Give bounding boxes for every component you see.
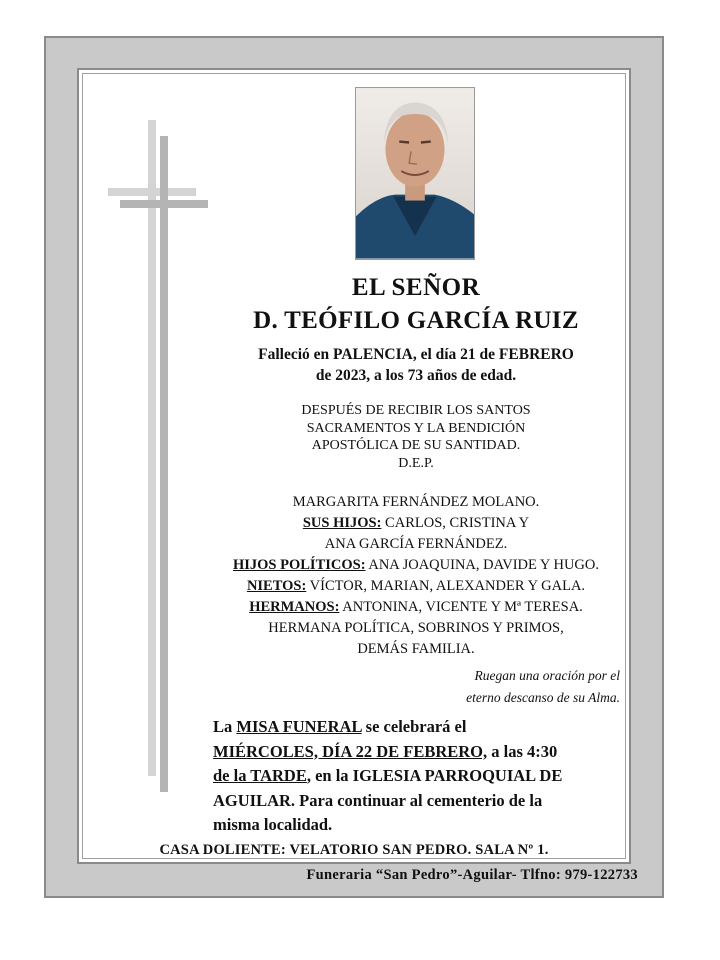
rites-line-2: SACRAMENTOS Y LA BENDICIÓN	[306, 420, 526, 436]
siblings-text: ANTONINA, VICENTE Y Mª TERESA.	[339, 599, 583, 615]
mass-date: MIÉRCOLES, DÍA 22 DE FEBRERO,	[213, 741, 488, 761]
death-line-2: de 2023, a los 73 años de edad.	[315, 367, 517, 384]
mass-time: a las 4:30	[487, 741, 558, 761]
siblings-label: HERMANOS:	[249, 599, 340, 615]
heading-title: EL SEÑOR	[351, 274, 481, 301]
mass-line-4: AGUILAR. Para continuar al cementerio de la	[213, 790, 543, 810]
mass-line-5: misma localidad.	[213, 815, 333, 834]
siblings-line	[198, 597, 634, 618]
family-list	[198, 492, 634, 660]
rites-line-1: DESPUÉS DE RECIBIR LOS SANTOS	[301, 403, 531, 418]
spouse-line: MARGARITA FERNÁNDEZ MOLANO.	[292, 494, 540, 510]
funeral-service-contact: Funeraria “San Pedro”-Aguilar- Tlfno: 979-122733	[306, 867, 638, 883]
funeral-mass-notice	[213, 715, 613, 838]
rites-block	[200, 402, 632, 472]
mass-place: , en la IGLESIA PARROQUIAL DE	[306, 766, 563, 785]
inlaws-text: ANA JOAQUINA, DAVIDE Y HUGO.	[365, 557, 600, 573]
deceased-name: D. TEÓFILO GARCÍA RUIZ	[253, 307, 579, 334]
grandchildren-label: NIETOS:	[246, 578, 307, 594]
mass-text: La	[213, 717, 237, 736]
children-line-2: ANA GARCÍA FERNÁNDEZ.	[324, 536, 508, 552]
grandchildren-line	[198, 576, 634, 597]
death-line-1: Falleció en PALENCIA, el día 21 de FEBRERO	[258, 346, 574, 363]
death-notice	[200, 344, 632, 386]
children-label: SUS HIJOS:	[302, 515, 382, 531]
children-line	[198, 513, 634, 534]
prayer-line-2: eterno descanso de su Alma.	[466, 690, 620, 705]
prayer-text	[400, 665, 620, 709]
grandchildren-text: VÍCTOR, MARIAN, ALEXANDER Y GALA.	[306, 578, 586, 594]
children-text: CARLOS, CRISTINA Y	[381, 515, 530, 531]
mass-period: de la TARDE	[213, 766, 307, 785]
mass-line-2	[213, 740, 613, 765]
prayer-line-1: Ruegan una oración por el	[474, 668, 620, 683]
other-family-line: DEMÁS FAMILIA.	[357, 641, 475, 657]
rites-line-3: APOSTÓLICA DE SU SANTIDAD.	[311, 438, 521, 453]
mass-line-3	[213, 764, 613, 789]
mass-text: se celebrará el	[361, 717, 467, 736]
funeral-home-line: CASA DOLIENTE: VELATORIO SAN PEDRO. SALA Nº 1.	[159, 842, 549, 858]
inlaws-label: HIJOS POLÍTICOS:	[232, 557, 366, 573]
sister-inlaw-line: HERMANA POLÍTICA, SOBRINOS Y PRIMOS,	[268, 620, 564, 636]
inlaws-line	[198, 555, 634, 576]
mass-line-1	[213, 715, 613, 740]
portrait-photo	[355, 87, 475, 260]
mass-label: MISA FUNERAL	[236, 717, 362, 736]
rites-line-4: D.E.P.	[398, 455, 434, 471]
